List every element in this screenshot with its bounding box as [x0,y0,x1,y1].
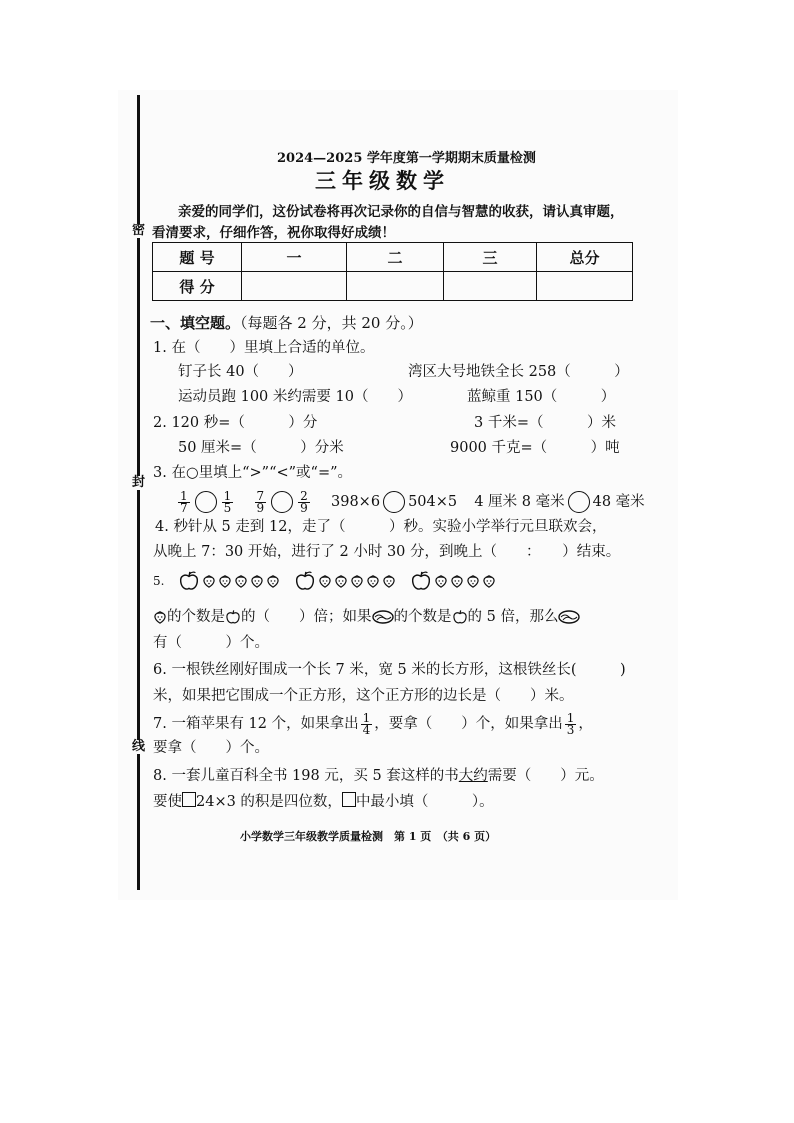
binding-char-xian: 线 [132,739,146,754]
q7-frac-1-3: $\frac{1}{3}$ [566,710,575,737]
apple-icon [294,570,316,592]
score-cell-part2: 二 [347,243,444,272]
score-input-part1[interactable] [242,272,347,301]
binding-char-mi: 密 [132,223,146,238]
intro-line-1: 亲爱的同学们，这份试卷将再次记录你的自信与智慧的收获，请认真审题， [178,204,624,220]
q3-stem: 3. 在○里填上“>”“<”或“=”。 [153,465,353,481]
q1-c: 运动员跑 100 米约需要 10（ ） [178,389,412,405]
q3-frac-1-7: $\frac{1}{7}$ [180,488,188,515]
q1-b: 湾区大号地铁全长 258（ ） [408,364,629,380]
q7-line-1: 7. 一箱苹果有 12 个，如果拿出 $\frac{1}{4}$ ，要拿（ ）个，如果拿出 $\frac{1}{3}$ ， [153,710,593,737]
q3-answer-circle-4[interactable] [568,491,590,513]
intro-line-2: 看清要求，仔细作答，祝你取得好成绩！ [152,225,395,241]
q3-frac-1-5: $\frac{1}{5}$ [223,488,232,515]
q3-length-1: 4 厘米 8 毫米 [474,494,565,510]
q1-a: 钉子长 40（ ） [178,364,303,380]
q3-expr-1: 398×6 [331,494,381,510]
q4-line-1: 4. 秒针从 5 走到 12，走了（ ）秒。实验小学举行元旦联欢会， [155,519,607,535]
watermelon-icon [558,610,580,624]
apple-icon [225,609,241,625]
q8-underlined-word: 大约 [458,768,488,784]
strawberry-icon [234,574,248,588]
strawberry-icon [153,610,167,624]
apple-icon [178,570,200,592]
strawberry-icon [350,574,364,588]
strawberry-icon [366,574,380,588]
strawberry-icon [382,574,396,588]
q2-c: 50 厘米=（ ）分米 [178,440,344,456]
q2-a: 2. 120 秒=（ ）分 [153,415,318,431]
q3-answer-circle-3[interactable] [383,491,405,513]
page-footer: 小学数学三年级教学质量检测 第 1 页 （共 6 页） [240,830,497,843]
section1-heading: 一、填空题。 [150,314,241,332]
strawberry-icon [266,574,280,588]
strawberry-icon [202,574,216,588]
score-table-header-row [153,243,633,272]
section1-header [150,313,423,333]
strawberry-icon [482,574,496,588]
q1-stem: 1. 在（ ）里填上合适的单位。 [153,340,375,356]
score-row-label: 得 分 [153,272,242,301]
q3-answer-circle-1[interactable] [195,491,217,513]
q3-expr-2: 504×5 [408,494,458,510]
q3-answer-circle-2[interactable] [271,491,293,513]
q4-line-2: 从晚上 7：30 开始，进行了 2 小时 30 分，到晚上（ ： ）结束。 [153,544,621,560]
score-table-score-row [153,272,633,301]
q6-line-1: 6. 一根铁丝刚好围成一个长 7 米，宽 5 米的长方形，这根铁丝长( ) [153,662,626,678]
strawberry-icon [434,574,448,588]
apple-icon [452,609,468,625]
q5-line-2: 有（ ）个。 [153,635,269,651]
strawberry-icon [318,574,332,588]
blank-box-2[interactable] [342,792,356,807]
exam-title: 三年级数学 [315,168,450,193]
score-cell-part3: 三 [444,243,537,272]
score-input-part3[interactable] [444,272,537,301]
blank-box-1[interactable] [182,792,196,807]
score-input-total[interactable] [537,272,633,301]
q2-b: 3 千米=（ ）米 [474,415,616,431]
strawberry-icon [250,574,264,588]
binding-line [137,95,140,890]
q6-line-2: 米，如果把它围成一个正方形，这个正方形的边长是（ ）米。 [153,688,574,704]
q7-frac-1-4: $\frac{1}{4}$ [362,710,371,737]
q3-frac-7-9: $\frac{7}{9}$ [256,488,265,515]
section1-note: （每题各 2 分，共 20 分。） [240,314,423,332]
watermelon-icon [372,610,394,624]
score-cell-part1: 一 [242,243,347,272]
strawberry-icon [450,574,464,588]
q5-number: 5. [153,574,165,588]
q1-d: 蓝鲸重 150（ ） [467,389,616,405]
q2-d: 9000 千克=（ ）吨 [450,440,620,456]
strawberry-icon [218,574,232,588]
q3-frac-2-9: $\frac{2}{9}$ [300,488,308,515]
strawberry-icon [334,574,348,588]
q3-comparisons [176,490,645,514]
score-table [152,242,633,301]
score-cell-label: 题 号 [153,243,242,272]
q8-line-1: 8. 一套儿童百科全书 198 元，买 5 套这样的书大约需要（ ）元。 [153,768,604,784]
score-input-part2[interactable] [347,272,444,301]
q8-line-2: 要使 24×3 的积是四位数， 中最小填（ ）。 [153,794,494,810]
q3-length-2: 48 毫米 [592,494,645,510]
q5-line-1: 的个数是 的（ ）倍；如果 的个数是 的 5 倍，那么 [153,607,580,627]
q7-line-2: 要拿（ ）个。 [153,740,269,756]
score-cell-total: 总分 [537,243,633,272]
apple-icon [410,570,432,592]
strawberry-icon [466,574,480,588]
exam-subtitle: 2024—2025 学年度第一学期期末质量检测 [277,151,536,166]
binding-char-feng: 封 [132,475,146,490]
q5-fruit-groups [178,570,496,592]
